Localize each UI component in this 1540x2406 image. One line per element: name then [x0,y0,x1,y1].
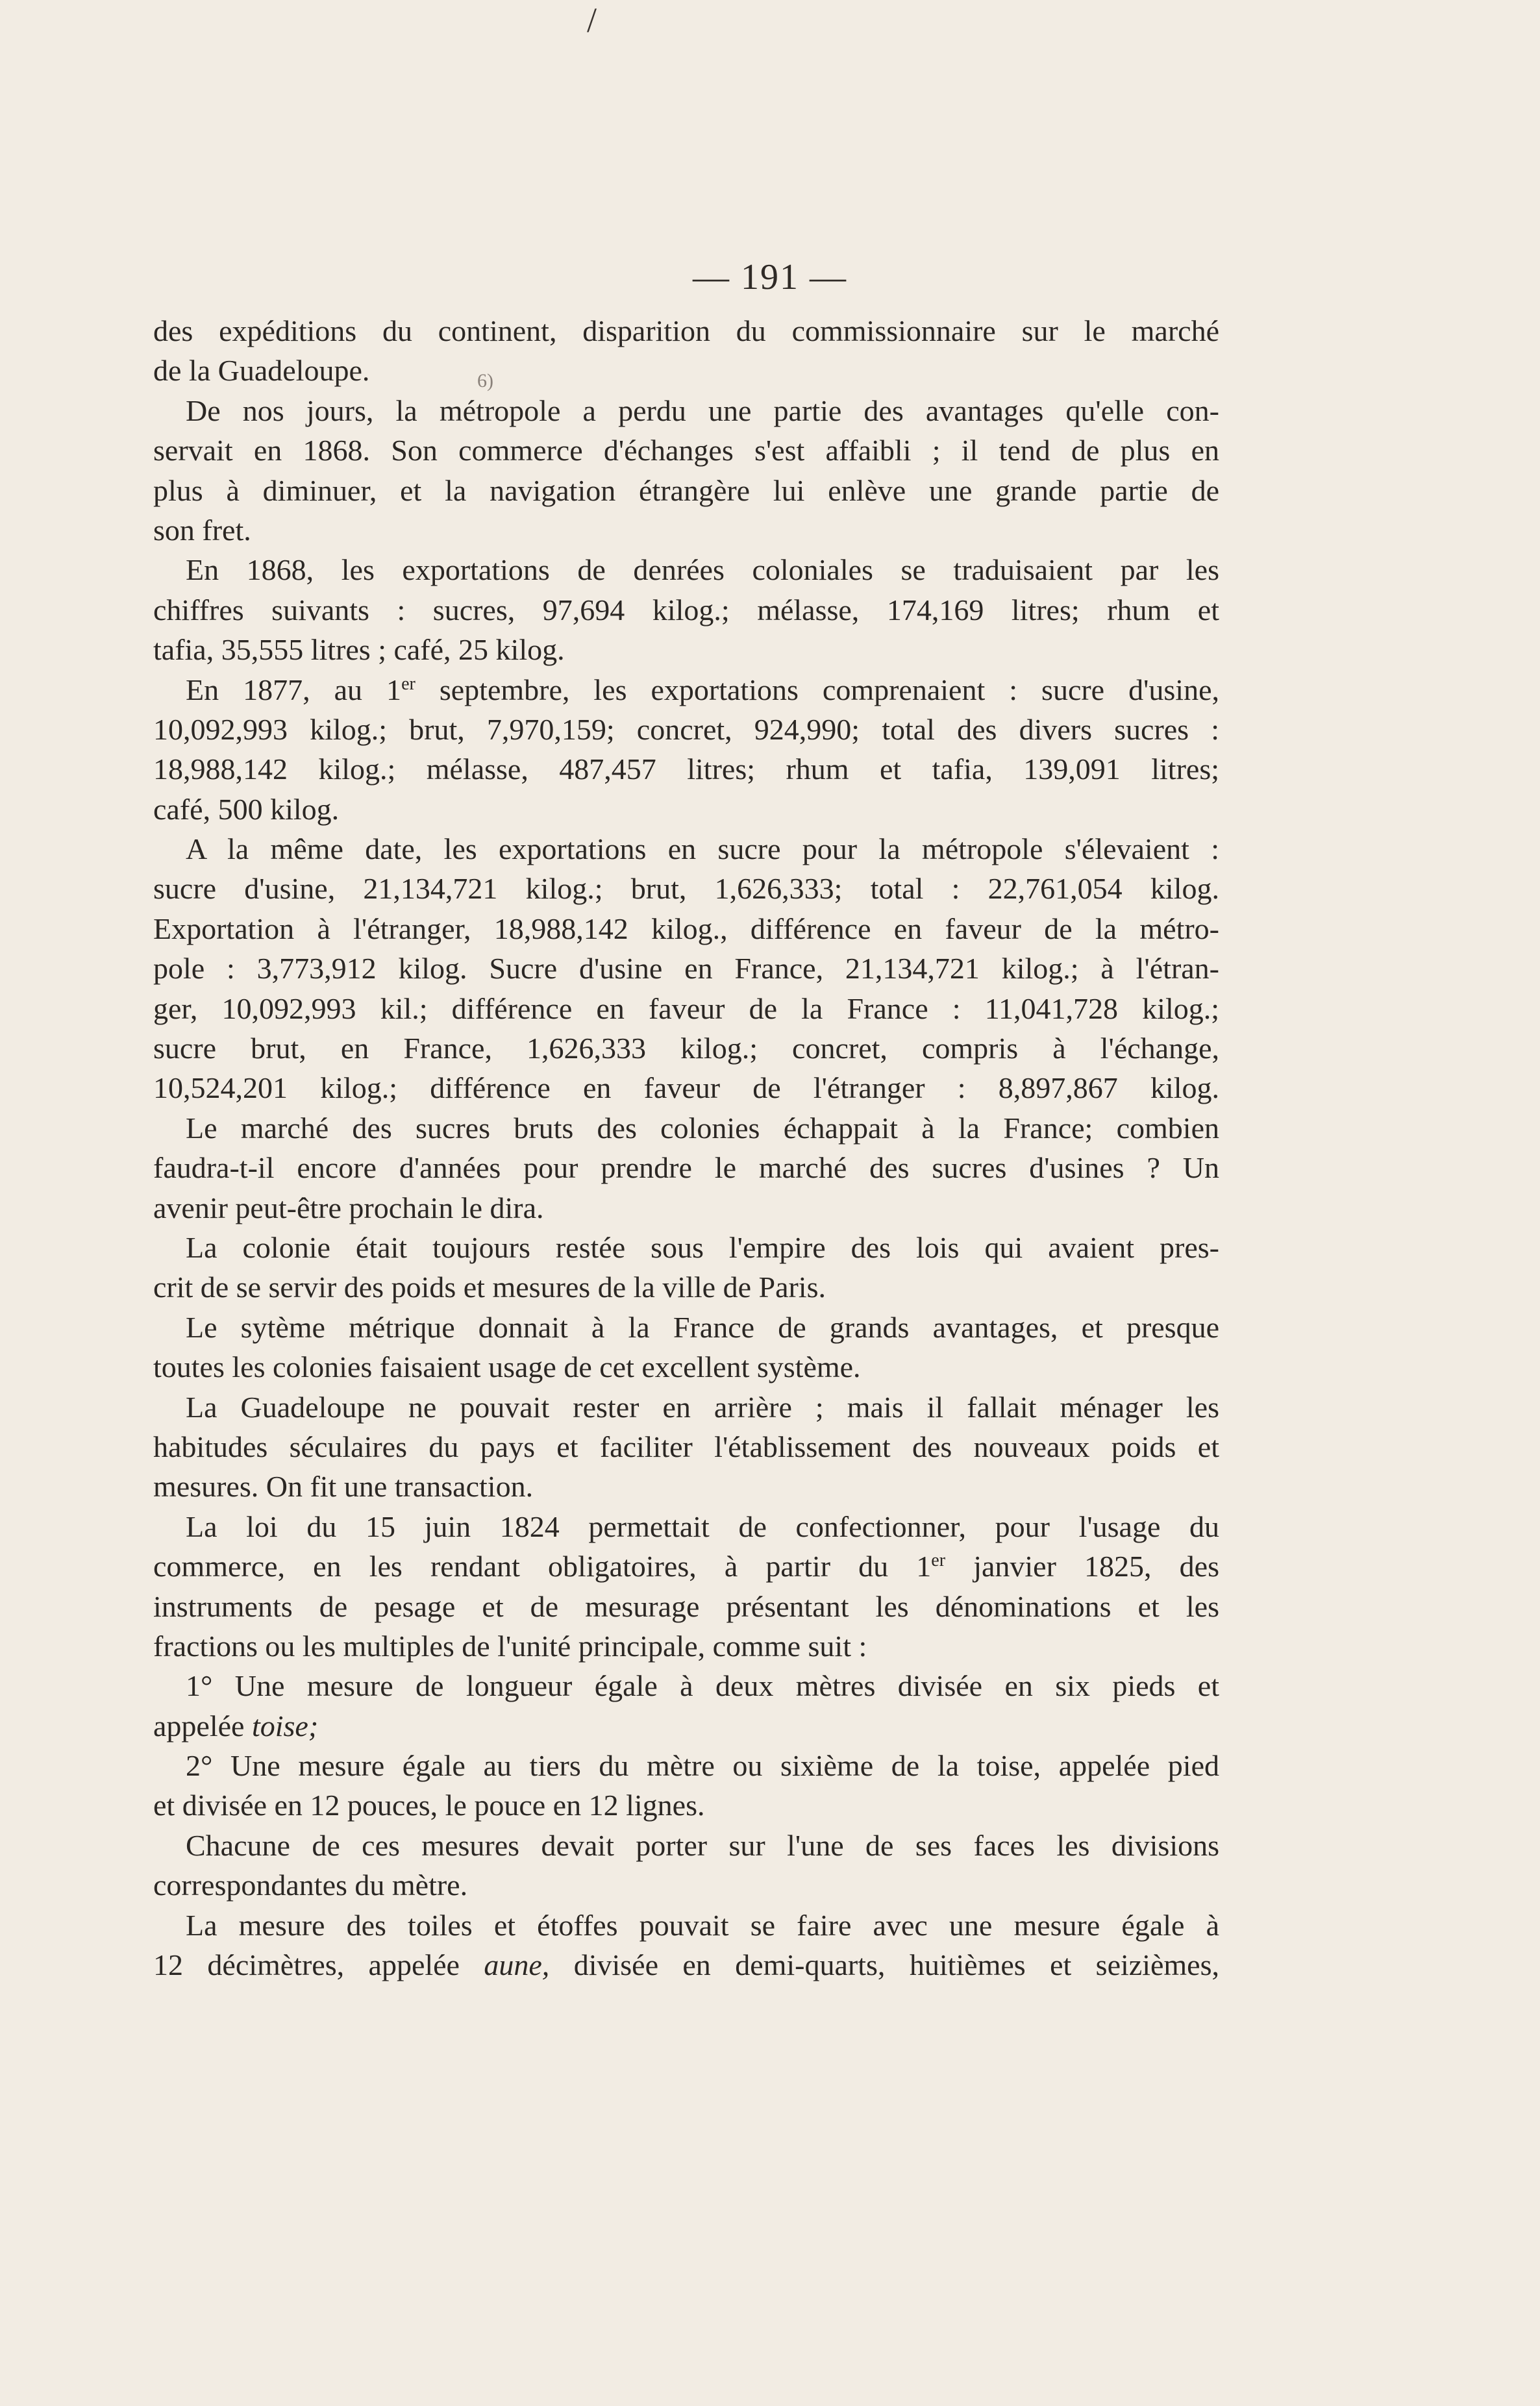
text-line: de la Guadeloupe. [153,354,370,388]
body-text [153,311,1219,1985]
text-line: En 1877, au 1er septembre, les exportations comprenaient : sucre d'usine, [186,673,1219,706]
text-line: La mesure des toiles et étoffes pouvait se faire avec une mesure égale à [186,1908,1219,1942]
text-line: En 1868, les exportations de denrées coloniales se traduisaient par les [186,553,1219,587]
text-line: pole : 3,773,912 kilog. Sucre d'usine en France, 21,134,721 kilog.; à l'étran- [153,952,1219,986]
text-line: La Guadeloupe ne pouvait rester en arrière ; mais il fallait ménager les [186,1390,1219,1424]
text-line: plus à diminuer, et la navigation étrangère lui enlève une grande partie de [153,473,1219,507]
text-line: commerce, en les rendant obligatoires, à partir du 1er janvier 1825, des [153,1550,1219,1583]
text-line: sucre d'usine, 21,134,721 kilog.; brut, 1,626,333; total : 22,761,054 kilog. [153,872,1219,906]
text-line: fractions ou les multiples de l'unité principale, comme suit : [153,1629,867,1663]
text-line: servait en 1868. Son commerce d'échanges s'est affaibli ; il tend de plus en [153,434,1219,467]
text-line: 1° Une mesure de longueur égale à deux mètres divisée en six pieds et [186,1669,1219,1703]
text-line: 2° Une mesure égale au tiers du mètre ou sixième de la toise, appelée pied [186,1749,1219,1783]
text-line: Le sytème métrique donnait à la France de grands avantages, et presque [186,1310,1219,1344]
text-line: sucre brut, en France, 1,626,333 kilog.; concret, compris à l'échange, [153,1032,1219,1065]
text-line: chiffres suivants : sucres, 97,694 kilog.; mélasse, 174,169 litres; rhum et [153,593,1219,626]
text-line: ger, 10,092,993 kil.; différence en faveur de la France : 11,041,728 kilog.; [153,991,1219,1025]
text-line: crit de se servir des poids et mesures de la ville de Paris. [153,1271,826,1304]
text-line: Le marché des sucres bruts des colonies échappait à la France; combien [186,1111,1219,1145]
text-line: De nos jours, la métropole a perdu une partie des avantages qu'elle con- [186,393,1219,427]
page-number: — 191 — [693,257,847,297]
text-line: 18,988,142 kilog.; mélasse, 487,457 litres; rhum et tafia, 139,091 litres; [153,752,1219,786]
text-line: et divisée en 12 pouces, le pouce en 12 lignes. [153,1789,705,1822]
text-line: appelée toise; [153,1709,319,1742]
text-line: café, 500 kilog. [153,792,340,826]
stray-ink-mark: 6) [477,370,493,391]
text-line: mesures. On fit une transaction. [153,1470,534,1504]
text-line: La loi du 15 juin 1824 permettait de confectionner, pour l'usage du [186,1509,1219,1543]
top-margin-mark: / [587,1,597,40]
text-line: avenir peut-être prochain le dira. [153,1191,544,1224]
text-line: son fret. [153,513,251,547]
text-line: tafia, 35,555 litres ; café, 25 kilog. [153,633,565,667]
text-line: 10,524,201 kilog.; différence en faveur de l'étranger : 8,897,867 kilog. [153,1071,1219,1105]
text-line: habitudes séculaires du pays et faciliter l'établissement des nouveaux poids et [153,1430,1219,1463]
text-line: A la même date, les exportations en sucre pour la métropole s'élevaient : [186,832,1219,866]
text-line: faudra-t-il encore d'années pour prendre le marché des sucres d'usines ? Un [153,1151,1219,1185]
text-line: correspondantes du mètre. [153,1868,468,1902]
text-line: Chacune de ces mesures devait porter sur l'une de ses faces les divisions [186,1828,1219,1862]
text-line: instruments de pesage et de mesurage présentant les dénominations et les [153,1589,1219,1623]
text-line: Exportation à l'étranger, 18,988,142 kilog., différence en faveur de la métro- [153,912,1219,945]
text-line: 12 décimètres, appelée aune, divisée en demi-quarts, huitièmes et seizièmes, [153,1948,1219,1982]
text-line: toutes les colonies faisaient usage de cet excellent système. [153,1350,861,1384]
text-line: 10,092,993 kilog.; brut, 7,970,159; concret, 924,990; total des divers sucres : [153,712,1219,746]
text-line: La colonie était toujours restée sous l'empire des lois qui avaient pres- [186,1230,1219,1264]
text-line: des expéditions du continent, disparition du commissionnaire sur le marché [153,314,1219,347]
